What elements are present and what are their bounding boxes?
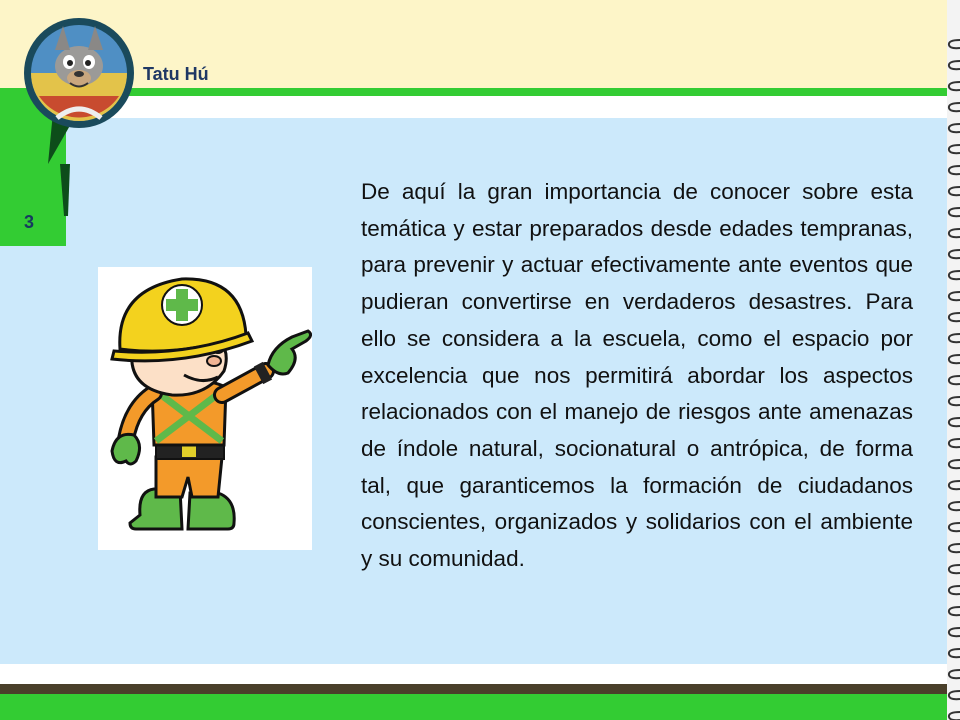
app-title: Tatu Hú <box>143 64 209 84</box>
armadillo-mascot-logo-icon <box>18 16 148 216</box>
page-number: 3 <box>24 212 35 232</box>
footer-white-gap <box>0 664 950 684</box>
body-paragraph: De aquí la gran importancia de conocer sobre esta temática y estar preparados desde edades tempranas, para prevenir y actuar efectivamente ante eventos que pudieran convertirse en verdaderos desastres. Para ello se considera a la escuela, como el espacio por excelencia que nos permitirá abordar los aspectos relacionados con el manejo de riesgos ante amenazas de índole natural, socionatural o antrópica, de forma tal, que garanticemos la formación de ciudadanos conscientes, organizados y solidarios con el ambiente y su comunidad. <box>361 179 913 572</box>
footer-brown-stripe <box>0 684 950 694</box>
spiral-binding-icon <box>947 0 960 720</box>
safety-worker-mascot-icon <box>98 267 312 550</box>
footer-green-band <box>0 694 950 720</box>
